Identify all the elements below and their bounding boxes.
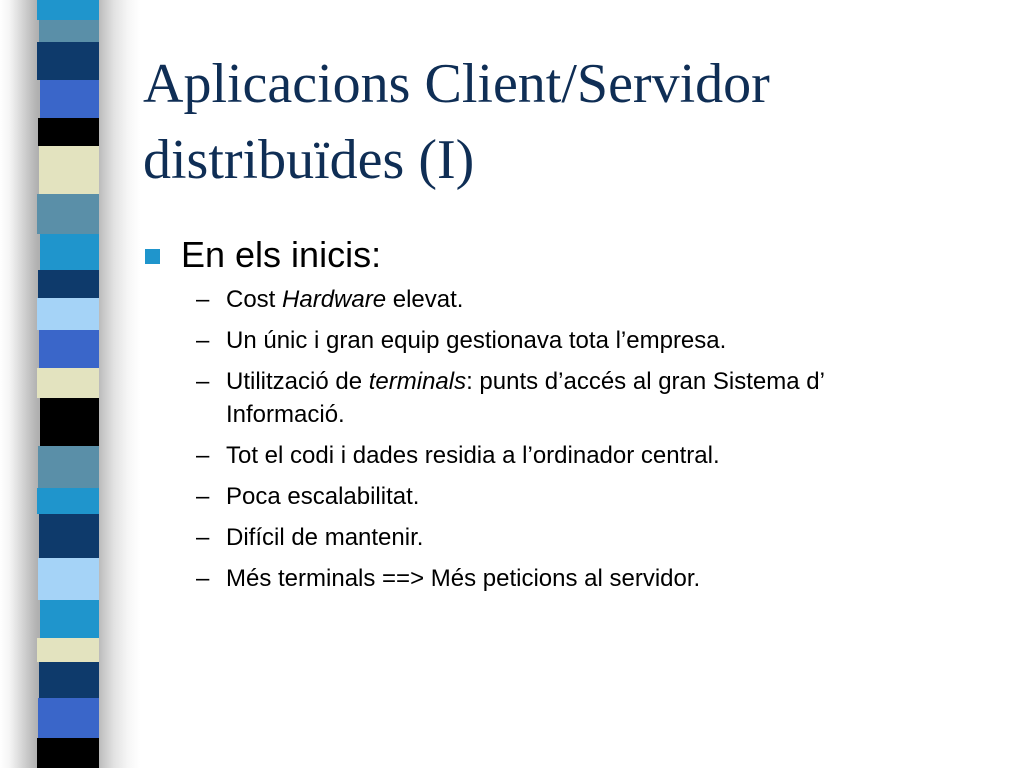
sub-bullet-text-continuation: Informació. [226,401,345,428]
sub-bullet-text-tail: : punts d’accés al gran Sistema d’ [466,368,825,395]
dash-bullet: – [196,286,210,313]
main-bullet-text: En els inicis: [181,234,382,275]
stripe-segment [39,20,99,42]
stripe-segment [38,698,99,738]
stripe-segment [37,738,99,768]
sub-bullet-text: Més terminals ==> Més peticions al servidor. [226,565,701,592]
sub-bullet-emphasis: terminals [368,368,467,395]
stripe-segment [38,558,99,600]
sub-bullet-text: Difícil de mantenir. [226,524,424,551]
main-bullet [145,230,985,280]
stripe-segment [38,118,99,146]
dash-bullet: – [196,483,210,510]
stripe-segment [40,234,99,270]
stripe-segment [37,368,99,398]
sub-bullet-text: Cost [226,286,283,313]
title-line-2: distribuïdes (I) [143,129,475,191]
stripe-segment [38,446,99,488]
stripe-segment [37,0,99,20]
stripe-segment [40,600,99,638]
sub-bullet-text-tail: elevat. [386,286,464,313]
stripe-segment [38,270,99,298]
stripe-segment [37,194,99,234]
sub-bullet [145,521,985,554]
stripe-segment [39,514,99,558]
sub-bullet-list [145,283,985,595]
sub-bullet [145,562,985,595]
sub-bullet-emphasis: Hardware [282,286,387,313]
sub-bullet-text: Utilització de [226,368,369,395]
stripe-segment [37,42,99,80]
dash-bullet: – [196,565,210,592]
stripe-segment [39,662,99,698]
sub-bullet-text: Un únic i gran equip gestionava tota l’empresa. [226,327,727,354]
dash-bullet: – [196,368,210,395]
sub-bullet [145,324,985,357]
dash-bullet: – [196,327,210,354]
stripe-segment [37,298,99,330]
square-bullet-icon [145,249,160,264]
decorative-color-stripe [38,0,100,768]
stripe-segment [37,638,99,662]
stripe-segment [37,488,99,514]
slide-body [145,230,985,603]
stripe-segment [39,330,99,368]
dash-bullet: – [196,524,210,551]
slide-title [143,46,1003,198]
stripe-segment [40,398,99,446]
title-line-1: Aplicacions Client/Servidor [143,53,770,115]
sub-bullet [145,480,985,513]
sub-bullet [145,283,985,316]
sub-bullet [145,439,985,472]
stripe-segment [40,80,99,118]
sub-bullet [145,365,985,431]
sub-bullet-text: Poca escalabilitat. [226,483,420,510]
stripe-segment [39,146,99,194]
sub-bullet-text: Tot el codi i dades residia a l’ordinador central. [226,442,720,469]
dash-bullet: – [196,442,210,469]
